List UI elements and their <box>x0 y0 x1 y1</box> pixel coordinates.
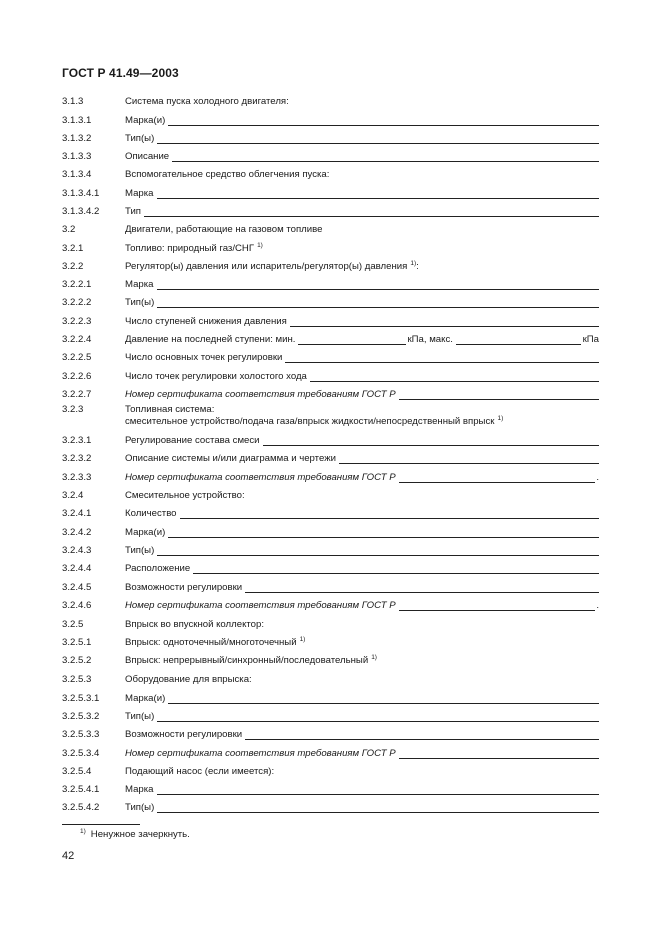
item-content <box>125 563 599 574</box>
fill-in-line[interactable] <box>157 298 599 308</box>
fill-in-line[interactable] <box>456 335 581 345</box>
fill-in-line[interactable] <box>157 189 599 199</box>
fill-in-line[interactable] <box>172 152 599 162</box>
item-content <box>125 600 599 611</box>
item-label: Вспомогательное средство облегчения пуска: <box>125 169 330 180</box>
item-number: 3.2.5.3.4 <box>62 748 100 759</box>
footnote <box>80 829 190 840</box>
fill-in-line[interactable] <box>399 601 596 611</box>
item-label: Номер сертификата соответствия требованиям ГОСТ Р <box>125 389 396 400</box>
fill-in-line[interactable] <box>168 694 599 704</box>
item-content <box>125 619 599 630</box>
item-label: Топливо: природный газ/СНГ <box>125 243 255 254</box>
item-content <box>125 206 599 217</box>
item-number: 3.1.3.1 <box>62 115 92 126</box>
fill-in-line[interactable] <box>157 712 599 722</box>
item-content <box>125 472 599 483</box>
item-label: кПа <box>582 334 599 345</box>
fill-in-line[interactable] <box>310 372 599 382</box>
item-label: Давление на последней ступени: мин. <box>125 334 296 345</box>
item-content <box>125 316 599 327</box>
footnote-ref: 1) <box>410 260 417 267</box>
line-terminator: . <box>596 600 599 611</box>
item-line-2 <box>125 416 599 427</box>
item-label: Тип(ы) <box>125 545 155 556</box>
fill-in-line[interactable] <box>285 353 599 363</box>
item-content <box>125 693 599 704</box>
item-content <box>125 655 599 666</box>
item-number: 3.2.4.6 <box>62 600 92 611</box>
item-content <box>125 169 599 180</box>
item-number: 3.2.2.2 <box>62 297 92 308</box>
item-content <box>125 508 599 519</box>
item-label: Подающий насос (если имеется): <box>125 766 275 777</box>
fill-in-line[interactable] <box>180 509 599 519</box>
item-label: Возможности регулировки <box>125 582 243 593</box>
item-number: 3.2.3.2 <box>62 453 92 464</box>
item-label: Количество <box>125 508 177 519</box>
item-number: 3.2.4.4 <box>62 563 92 574</box>
item-content <box>125 279 599 290</box>
footnote-ref: 1) <box>257 242 263 249</box>
item-label: Марка(и) <box>125 693 166 704</box>
item-content <box>125 188 599 199</box>
line-terminator: . <box>596 472 599 483</box>
item-label: Впрыск: непрерывный/синхронный/последовательный <box>125 655 369 666</box>
item-content <box>125 527 599 538</box>
fill-in-line[interactable] <box>290 317 599 327</box>
fill-in-line[interactable] <box>193 564 599 574</box>
item-content <box>125 545 599 556</box>
item-label: Тип(ы) <box>125 802 155 813</box>
footnote-mark: 1) <box>80 828 86 835</box>
item-label: Описание системы и/или диаграмма и чертежи <box>125 453 336 464</box>
fill-in-line[interactable] <box>144 207 599 217</box>
item-number: 3.1.3.4.1 <box>62 188 100 199</box>
item-number: 3.2.4.3 <box>62 545 92 556</box>
item-number: 3.2.3 <box>62 404 84 415</box>
item-content <box>125 297 599 308</box>
item-number: 3.2.4 <box>62 490 84 501</box>
item-label: Номер сертификата соответствия требованиям ГОСТ Р <box>125 748 396 759</box>
item-label: Впрыск во впускной коллектор: <box>125 619 264 630</box>
item-number: 3.2.5.3.1 <box>62 693 100 704</box>
item-number: 3.2.2.7 <box>62 389 92 400</box>
item-number: 3.2.1 <box>62 243 84 254</box>
item-number: 3.1.3.3 <box>62 151 92 162</box>
item-number: 3.2.4.2 <box>62 527 92 538</box>
item-label: Номер сертификата соответствия требованиям ГОСТ Р <box>125 472 396 483</box>
item-label: Тип(ы) <box>125 711 155 722</box>
item-content <box>125 261 599 272</box>
item-label: кПа, макс. <box>407 334 453 345</box>
item-label: Марка <box>125 784 154 795</box>
fill-in-line[interactable] <box>339 454 599 464</box>
item-label: Система пуска холодного двигателя: <box>125 96 289 107</box>
item-content <box>125 784 599 795</box>
item-number: 3.2.2.3 <box>62 316 92 327</box>
item-number: 3.2.5.2 <box>62 655 92 666</box>
item-content <box>125 435 599 446</box>
item-label: Число основных точек регулировки <box>125 352 283 363</box>
item-number: 3.2.5.4.1 <box>62 784 100 795</box>
item-label: Описание <box>125 151 170 162</box>
item-content <box>125 243 599 254</box>
item-label: Регулирование состава смеси <box>125 435 260 446</box>
item-label: Двигатели, работающие на газовом топливе <box>125 224 323 235</box>
item-number: 3.2.2.5 <box>62 352 92 363</box>
fill-in-line[interactable] <box>399 473 596 483</box>
item-label: Топливная система: <box>125 404 215 415</box>
item-label: Марка(и) <box>125 527 166 538</box>
fill-in-line[interactable] <box>157 803 599 813</box>
page-number: 42 <box>62 850 75 862</box>
item-content <box>125 352 599 363</box>
item-content <box>125 766 599 777</box>
item-number: 3.2.5 <box>62 619 84 630</box>
item-label: Тип(ы) <box>125 133 155 144</box>
item-label: Впрыск: одноточечный/многоточечный <box>125 637 297 648</box>
item-number: 3.2.2 <box>62 261 84 272</box>
item-content <box>125 133 599 144</box>
fill-in-line[interactable] <box>157 280 599 290</box>
item-content <box>125 96 599 107</box>
item-content <box>125 224 599 235</box>
item-label: Номер сертификата соответствия требованиям ГОСТ Р <box>125 600 396 611</box>
item-content <box>125 802 599 813</box>
fill-in-line[interactable] <box>245 730 599 740</box>
item-number: 3.1.3.4 <box>62 169 92 180</box>
item-number: 3.2.2.4 <box>62 334 92 345</box>
item-number: 3.2.5.3 <box>62 674 92 685</box>
item-label: Марка <box>125 188 154 199</box>
item-content <box>125 115 599 126</box>
footnote-ref: 1) <box>371 654 377 661</box>
fill-in-line[interactable] <box>245 583 599 593</box>
item-label: смесительное устройство/подача газа/впрыск жидкости/непосредственный впрыск <box>125 416 495 427</box>
item-content <box>125 151 599 162</box>
item-content <box>125 389 599 400</box>
item-number: 3.1.3.2 <box>62 133 92 144</box>
item-label: Тип(ы) <box>125 297 155 308</box>
page-header: ГОСТ Р 41.49—2003 <box>62 66 179 80</box>
item-content <box>125 729 599 740</box>
item-label: Тип <box>125 206 141 217</box>
item-content <box>125 711 599 722</box>
fill-in-line[interactable] <box>157 785 599 795</box>
item-label: Число ступеней снижения давления <box>125 316 287 327</box>
item-content <box>125 674 599 685</box>
item-label: Регулятор(ы) давления или испаритель/регулятор(ы) давления <box>125 261 408 272</box>
item-number: 3.1.3 <box>62 96 84 107</box>
item-line-1 <box>125 404 599 415</box>
item-number: 3.2.4.1 <box>62 508 92 519</box>
fill-in-line[interactable] <box>399 749 599 759</box>
footnote-ref: 1) <box>299 636 306 643</box>
item-number: 3.2.5.1 <box>62 637 92 648</box>
fill-in-line[interactable] <box>157 546 599 556</box>
fill-in-line[interactable] <box>298 335 406 345</box>
item-number: 3.2.3.3 <box>62 472 92 483</box>
item-label: Оборудование для впрыска: <box>125 674 252 685</box>
item-content <box>125 748 599 759</box>
fill-in-line[interactable] <box>263 436 599 446</box>
footnote-ref: 1) <box>497 415 504 422</box>
item-label: Расположение <box>125 563 191 574</box>
fill-in-line[interactable] <box>168 116 599 126</box>
item-label: Число точек регулировки холостого хода <box>125 371 307 382</box>
fill-in-line[interactable] <box>399 390 599 400</box>
item-number: 3.2.5.3.3 <box>62 729 100 740</box>
item-content <box>125 453 599 464</box>
item-content <box>125 371 599 382</box>
footnote-text: Ненужное зачеркнуть. <box>90 829 190 840</box>
item-number: 3.2.2.1 <box>62 279 92 290</box>
fill-in-line[interactable] <box>157 134 599 144</box>
item-content <box>125 334 599 345</box>
item-number: 3.2.2.6 <box>62 371 92 382</box>
item-number: 3.2.5.4.2 <box>62 802 100 813</box>
fill-in-line[interactable] <box>168 528 599 538</box>
item-number: 3.2.5.3.2 <box>62 711 100 722</box>
item-content <box>125 404 599 427</box>
item-label: Возможности регулировки <box>125 729 243 740</box>
item-label: Смесительное устройство: <box>125 490 245 501</box>
item-content <box>125 637 599 648</box>
item-content <box>125 490 599 501</box>
label-suffix: : <box>416 261 419 272</box>
item-number: 3.1.3.4.2 <box>62 206 100 217</box>
item-number: 3.2.3.1 <box>62 435 92 446</box>
item-content <box>125 582 599 593</box>
item-number: 3.2 <box>62 224 76 235</box>
item-number: 3.2.4.5 <box>62 582 92 593</box>
item-label: Марка(и) <box>125 115 166 126</box>
item-number: 3.2.5.4 <box>62 766 92 777</box>
item-label: Марка <box>125 279 154 290</box>
footnote-divider <box>62 824 140 825</box>
